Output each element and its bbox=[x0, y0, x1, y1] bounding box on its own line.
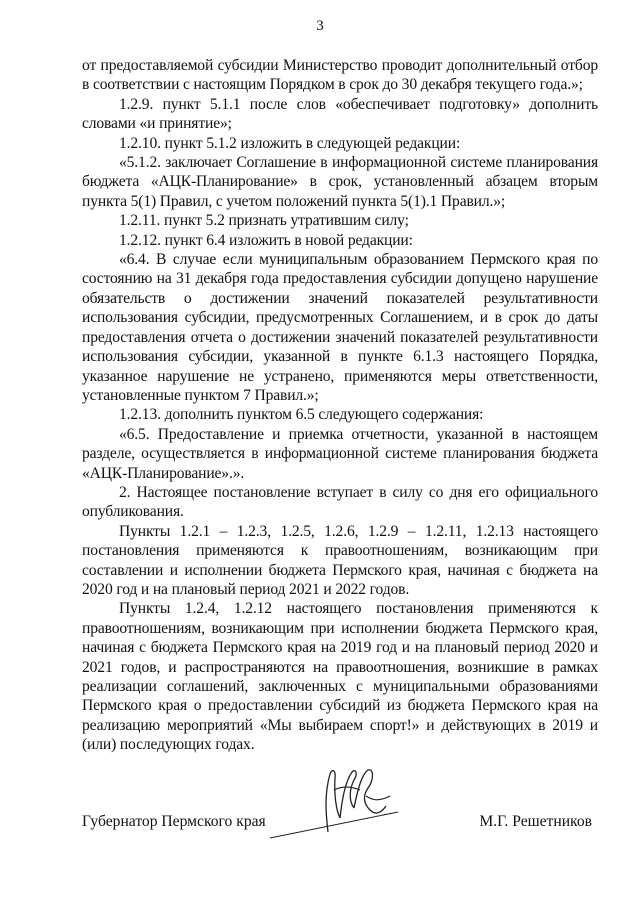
paragraph-effective-date: 2. Настоящее постановление вступает в силу со дня его официального опубликования. bbox=[82, 483, 598, 521]
page-number: 3 bbox=[316, 18, 324, 34]
paragraph-applicability-2020: Пункты 1.2.1 – 1.2.3, 1.2.5, 1.2.6, 1.2.9 – 1.2.11, 1.2.13 настоящего постановления применяются к правоотношениям, возникающим при составлении и исполнении бюджета Пермского края, начиная с бюджета на 2020 год и на плановый период 2021 и 2022 годов. bbox=[82, 522, 598, 598]
paragraph-1-2-10: 1.2.10. пункт 5.1.2 изложить в следующей редакции: bbox=[119, 134, 461, 152]
paragraph-6-5-quote: «6.5. Предоставление и приемка отчетности, указанной в настоящем разделе, осуществляется в информационной системе планирования бюджета «АЦК-Планирование».». bbox=[82, 425, 598, 482]
paragraph-1-2-13: 1.2.13. дополнить пунктом 6.5 следующего содержания: bbox=[119, 406, 484, 424]
document-body bbox=[82, 56, 598, 755]
paragraph-applicability-2019: Пункты 1.2.4, 1.2.12 настоящего постановления применяются к правоотношениям, возникающим при исполнении бюджета Пермского края, начиная с бюджета Пермского края на 2019 год и на плановый период 2020 и 2021 годов, и распространяются на правоотношения, возникшие в рамках реализации соглашений, заключенных с муниципальными образованиями Пермского края о предоставлении субсидий из бюджета Пермского края на реализацию мероприятий «Мы выбираем спорт!» и действующих в 2019 и (или) последующих годах. bbox=[82, 600, 598, 754]
paragraph-continuation: от предоставляемой субсидии Министерство проводит дополнительный отбор в соответствии с настоящим Порядком в срок до 30 декабря текущего года.»; bbox=[82, 57, 598, 94]
paragraph-6-4-quote: «6.4. В случае если муниципальным образованием Пермского края по состоянию на 31 декабря года предоставления субсидии допущено нарушение обязательств о достижении значений показателей результативности использования субсидии, предусмотренных Соглашением, и в срок до даты предоставления отчета о достижении значений показателей результативности использования субсидии, указанной в пункте 6.1.3 настоящего Порядка, указанное нарушение не устранено, применяются меры ответственности, установленные пунктом 7 Правил.»; bbox=[82, 251, 598, 404]
paragraph-5-1-2-quote: «5.1.2. заключает Соглашение в информационной системе планирования бюджета «АЦК-Планирование» в срок, установленный абзацем вторым пункта 5(1) Правил, с учетом положений пункта 5(1).1 Правил.»; bbox=[82, 154, 598, 210]
signatory-title: Губернатор Пермского края bbox=[82, 813, 266, 830]
paragraph-1-2-9: 1.2.9. пункт 5.1.1 после слов «обеспечивает подготовку» дополнить словами «и принятие»; bbox=[82, 95, 598, 133]
paragraph-1-2-12: 1.2.12. пункт 6.4 изложить в новой редакции: bbox=[119, 231, 413, 249]
signature-block bbox=[82, 812, 598, 836]
signatory-name: М.Г. Решетников bbox=[479, 813, 592, 830]
paragraph-1-2-11: 1.2.11. пункт 5.2 признать утратившим силу; bbox=[119, 212, 409, 230]
